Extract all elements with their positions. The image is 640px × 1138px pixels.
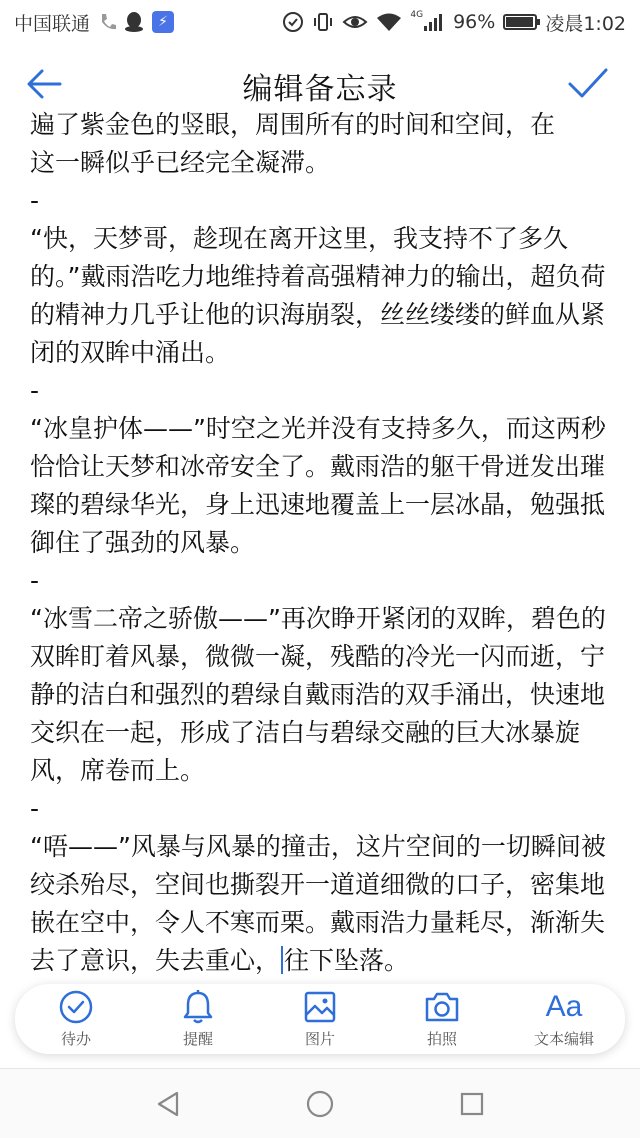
- text-format-glyph: Aa: [545, 990, 583, 1023]
- remind-button[interactable]: [143, 989, 253, 1049]
- paragraph-0: 遍了紫金色的竖眼，周围所有的时间和空间，在 这一瞬似乎已经完全凝滞。: [30, 110, 556, 177]
- paragraph-3: “冰雪二帝之骄傲——”再次睁开紧闭的双眸，碧色的双眸盯着风暴，微微一凝，残酷的冷光一闪而逝，宁静的洁白和强烈的碧绿自戴雨浩的双手涌出，快速地交织在一起，形成了洁白与碧绿交融的巨大冰暴旋风，席卷而上。: [30, 604, 606, 785]
- carrier-label: 中国联通: [14, 12, 91, 35]
- back-button[interactable]: [24, 64, 72, 108]
- wifi-icon: [376, 12, 402, 32]
- status-right: [282, 9, 626, 36]
- image-label: 图片: [304, 1030, 335, 1048]
- separator: -: [30, 376, 40, 405]
- network-type-label: 4G: [410, 10, 424, 20]
- square-recents-icon: [458, 1090, 486, 1118]
- status-left: [14, 9, 174, 36]
- paragraph-1: “快，天梦哥，趁现在离开这里，我支持不了多久的。”戴雨浩吃力地维持着高强精神力的输出，超负荷的精神力几乎让他的识海崩裂，丝丝缕缕的鲜血从紧闭的双眸中涌出。: [30, 224, 606, 367]
- remind-label: 提醒: [182, 1030, 213, 1048]
- checkmark-icon: [566, 64, 610, 104]
- nav-recents-button[interactable]: [452, 1084, 492, 1124]
- editor-toolbar: [15, 984, 625, 1054]
- clock: 凌晨1:02: [545, 12, 626, 35]
- battery-percent: 96%: [453, 11, 496, 33]
- text-edit-label: 文本编辑: [533, 1030, 594, 1048]
- paragraph-4: [30, 828, 610, 980]
- flash-app-icon: ⚡: [152, 11, 174, 33]
- nav-home-button[interactable]: [300, 1084, 340, 1124]
- status-bar: [0, 0, 640, 44]
- text-edit-button[interactable]: [509, 989, 619, 1049]
- arrow-left-icon: [24, 64, 64, 104]
- paragraph-4-after-cursor: 往下坠落。: [284, 946, 410, 975]
- image-button[interactable]: [265, 989, 375, 1049]
- qq-icon: [124, 11, 144, 33]
- separator: -: [30, 794, 40, 823]
- data-saver-icon: [282, 11, 304, 33]
- camera-icon: [423, 989, 461, 1025]
- circle-home-icon: [304, 1088, 336, 1120]
- eye-comfort-icon: [342, 12, 368, 32]
- battery-icon: [503, 14, 537, 30]
- memo-text[interactable]: [30, 106, 610, 980]
- system-navigation-bar: [0, 1068, 640, 1138]
- image-icon: [303, 989, 337, 1025]
- text-cursor: [281, 946, 283, 974]
- save-button[interactable]: [566, 64, 614, 108]
- memo-editor[interactable]: [0, 110, 640, 978]
- photo-button[interactable]: [387, 989, 497, 1049]
- page-title: 编辑备忘录: [242, 72, 398, 107]
- bell-icon: [181, 989, 215, 1025]
- triangle-back-icon: [153, 1089, 183, 1119]
- separator: -: [30, 566, 40, 595]
- todo-label: 待办: [60, 1030, 91, 1048]
- todo-check-circle-icon: [58, 989, 94, 1025]
- text-format-icon: [546, 989, 583, 1025]
- hd-call-icon: [98, 12, 116, 32]
- paragraph-4-before-cursor: “唔——”风暴与风暴的撞击，这片空间的一切瞬间被绞杀殆尽，空间也撕裂开一道道细微的口子，密集地嵌在空中，令人不寒而栗。戴雨浩力量耗尽，渐渐失去了意识，失去重心，: [30, 832, 606, 975]
- todo-button[interactable]: [21, 989, 131, 1049]
- vibrate-icon: [312, 11, 334, 33]
- separator: -: [30, 186, 40, 215]
- signal-icon: [410, 12, 445, 32]
- photo-label: 拍照: [426, 1030, 457, 1048]
- paragraph-2: “冰皇护体——”时空之光并没有支持多久，而这两秒恰恰让天梦和冰帝安全了。戴雨浩的躯干骨迸发出璀璨的碧绿华光，身上迅速地覆盖上一层冰晶，勉强抵御住了强劲的风暴。: [30, 414, 606, 557]
- nav-back-button[interactable]: [148, 1084, 188, 1124]
